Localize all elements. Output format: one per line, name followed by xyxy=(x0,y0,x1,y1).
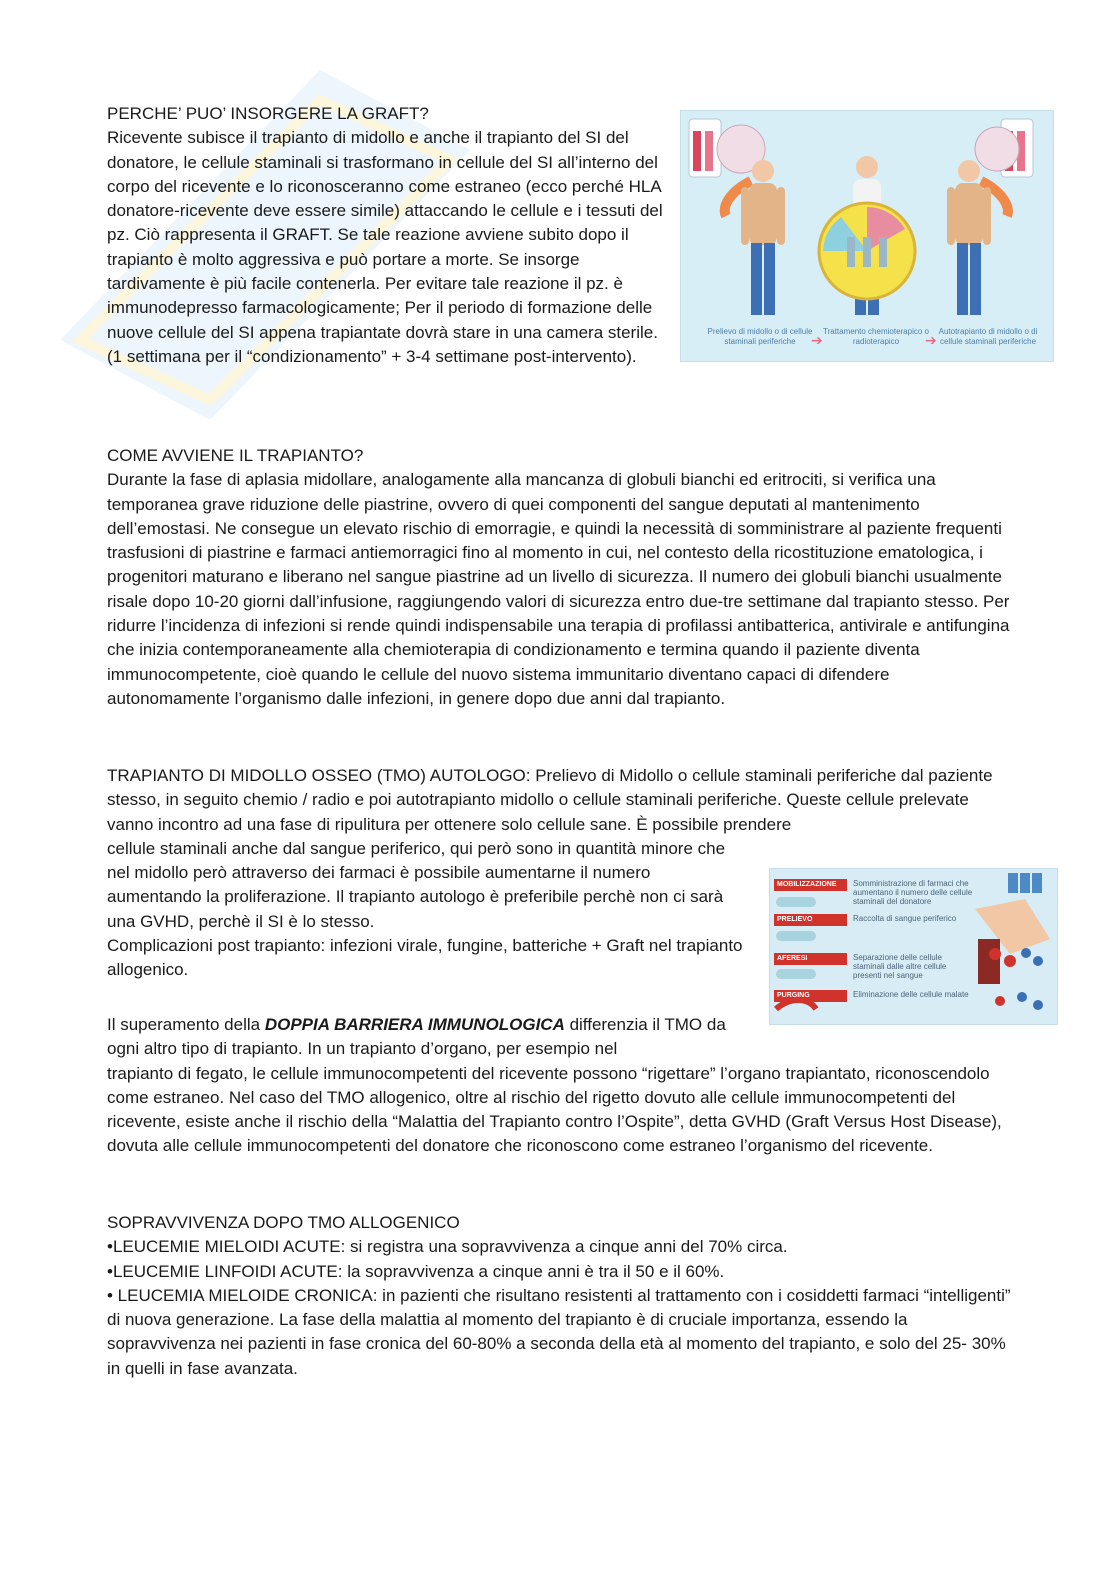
figure-autotransplant-illustration xyxy=(681,111,1053,361)
figure-caption-prelievo: Prelievo di midollo o di cellule staminali periferiche xyxy=(707,327,813,346)
list-item-lma: •LEUCEMIE MIELOIDI ACUTE: si registra una sopravvivenza a cinque anni del 70% circa. xyxy=(107,1237,788,1257)
section-heading-sopravvivenza: SOPRAVVIVENZA DOPO TMO ALLOGENICO xyxy=(107,1213,460,1232)
figure-staminal-collection xyxy=(769,868,1058,1025)
step-tag-mobilizzazione: MOBILIZZAZIONE xyxy=(774,879,847,891)
section-body-trapianto: Durante la fase di aplasia midollare, analogamente alla mancanza di globuli bianchi ed eritrociti, si verifica una temporanea grave riduzione delle piastrine, ovvero di quei componenti del sangue deputati al mantenimento dell’emostasi. Ne consegue un elevato rischio di emorragie, e quindi la necessità di somministrare al paziente frequenti trasfusioni di piastrine e farmaci antiemorragici fino al momento in cui, nel contesto della ricostituzione ematologica, i progenitori maturano e liberano nel sangue piastrine ad un livello di sicurezza. Il numero dei globuli bianchi usualmente risale dopo 10-20 giorni dall’infusione, raggiungendo valori di sicurezza entro due-tre settimane dal trapianto stesso. Per ridurre l’incidenza di infezioni si rende quindi indispensabile una terapia di profilassi antibatterica, antivirale e antifungina che inizia contemporaneamente alla chemioterapia di condizionamento e termina quando il paziente diventa immunocompetente, cioè quando le cellule del nuovo sistema immunitario diventano capaci di difendere autonomamente l’organismo dalle infezioni, in genere dopo due anni dal trapianto. xyxy=(107,470,1010,708)
list-item-lmc: • LEUCEMIA MIELOIDE CRONICA: in pazienti che risultano resistenti al trattamento con i cosiddetti farmaci “intelligenti” di nuova generazione. La fase della malattia al momento del trapianto è di cruciale importanza, essendo la sopravvivenza nei pazienti in fase cronica del 60-80% a seconda della età al momento del trapianto, e solo del 25- 30% in quelli in fase avanzata. xyxy=(107,1285,1011,1378)
figure-caption-autotrapianto: Autotrapianto di midollo o di cellule staminali periferiche xyxy=(938,327,1038,346)
figure-caption-trattamento: Trattamento chemioterapico o radioterapico xyxy=(823,327,929,346)
section-sopravvivenza xyxy=(107,1211,1017,1381)
section-body-graft: Ricevente subisce il trapianto di midollo e anche il trapianto del SI del donatore, le cellule staminali si trasformano in cellule del SI all’interno del corpo del ricevente e lo riconosceranno come estraneo (ecco perché HLA donatore-ricevente deve essere simile) attaccando le cellule e i tessuti del pz. Ciò rappresenta il GRAFT. Se tale reazione avviene subito dopo il trapianto è molto aggressiva e può portare a morte. Se insorge tardivamente è più facile contenerla. Per evitare tale reazione il pz. è immunodepresso farmacologicamente; Per il periodo di formazione delle nuove cellule del SI appena trapiantate dovrà stare in una camera sterile. (1 settimana per il “condizionamento” + 3-4 settimane post-intervento). xyxy=(107,128,663,366)
section-body-tmo-autologo-cont: cellule staminali anche dal sangue periferico, qui però sono in quantità minore che nel midollo però attraverso dei farmaci è possibile aumentarne il numero aumentando la proliferazione. Il trapianto autologo è preferibile perchè non ci sarà una GVHD, perchè il SI è lo stesso. xyxy=(107,838,726,931)
list-item-lla: •LEUCEMIE LINFOIDI ACUTE: la sopravvivenza a cinque anni è tra il 50 e il 60%. xyxy=(107,1261,725,1281)
step-tag-prelievo: PRELIEVO xyxy=(774,914,847,926)
section-heading-graft: PERCHE’ PUO’ INSORGERE LA GRAFT? xyxy=(107,104,429,123)
section-heading-trapianto: COME AVVIENE IL TRAPIANTO? xyxy=(107,446,364,465)
step-desc-mobilizzazione: Somministrazione di farmaci che aumentano il numero delle cellule staminali del donatore xyxy=(853,879,973,906)
doppia-barriera-post: differenzia il TMO da ogni altro tipo di trapianto. In un trapianto d’organo, per esempio nel xyxy=(107,1015,726,1059)
doppia-barriera-pre: Il superamento della xyxy=(107,1015,265,1034)
arrow-icon: ➔ xyxy=(811,332,823,348)
section-trapianto xyxy=(107,444,1017,711)
doppia-barriera-bold: DOPPIA BARRIERA IMMUNOLOGICA xyxy=(264,1015,565,1034)
section-graft xyxy=(107,102,677,369)
step-tag-aferesi: AFERESI xyxy=(774,953,847,965)
step-desc-purging: Eliminazione delle cellule malate xyxy=(853,990,969,999)
step-desc-prelievo: Raccolta di sangue periferico xyxy=(853,914,957,923)
section-body-tmo-autologo: TRAPIANTO DI MIDOLLO OSSEO (TMO) AUTOLOGO: Prelievo di Midollo o cellule staminali periferiche dal paziente stesso, in seguito chemio / radio e poi autotrapianto midollo o cellule staminali periferiche. Queste cellule prelevate vanno incontro ad una fase di ripulitura per ottenere solo cellule sane. È possibile prendere xyxy=(107,766,993,834)
arrow-icon: ➔ xyxy=(925,332,937,348)
section-complications: Complicazioni post trapianto: infezioni virale, fungine, batteriche + Graft nel trapianto allogenico. xyxy=(107,936,743,980)
figure-autotransplant xyxy=(680,110,1054,362)
section-body-doppia-barriera xyxy=(107,1013,747,1062)
section-body-doppia-barriera-rest: trapianto di fegato, le cellule immunocompetenti del ricevente possono “rigettare” l’organo trapiantato, riconoscendolo come estraneo. Nel caso del TMO allogenico, oltre al rischio del rigetto dovuto alle cellule immunocompetenti del ricevente, esiste anche il rischio della “Malattia del Trapianto contro l’Ospite”, detta GVHD (Graft Versus Host Disease), dovuta alle cellule immunocompetenti del donatore che riconoscono come estraneo l’organismo del ricevente. xyxy=(107,1063,1002,1156)
step-tag-purging: PURGING xyxy=(774,990,847,1002)
figure-staminal-illustration xyxy=(770,869,1057,1024)
step-desc-aferesi: Separazione delle cellule staminali dalle altre cellule presenti nel sangue xyxy=(853,953,947,980)
section-doppia-barriera xyxy=(107,1013,1017,1159)
